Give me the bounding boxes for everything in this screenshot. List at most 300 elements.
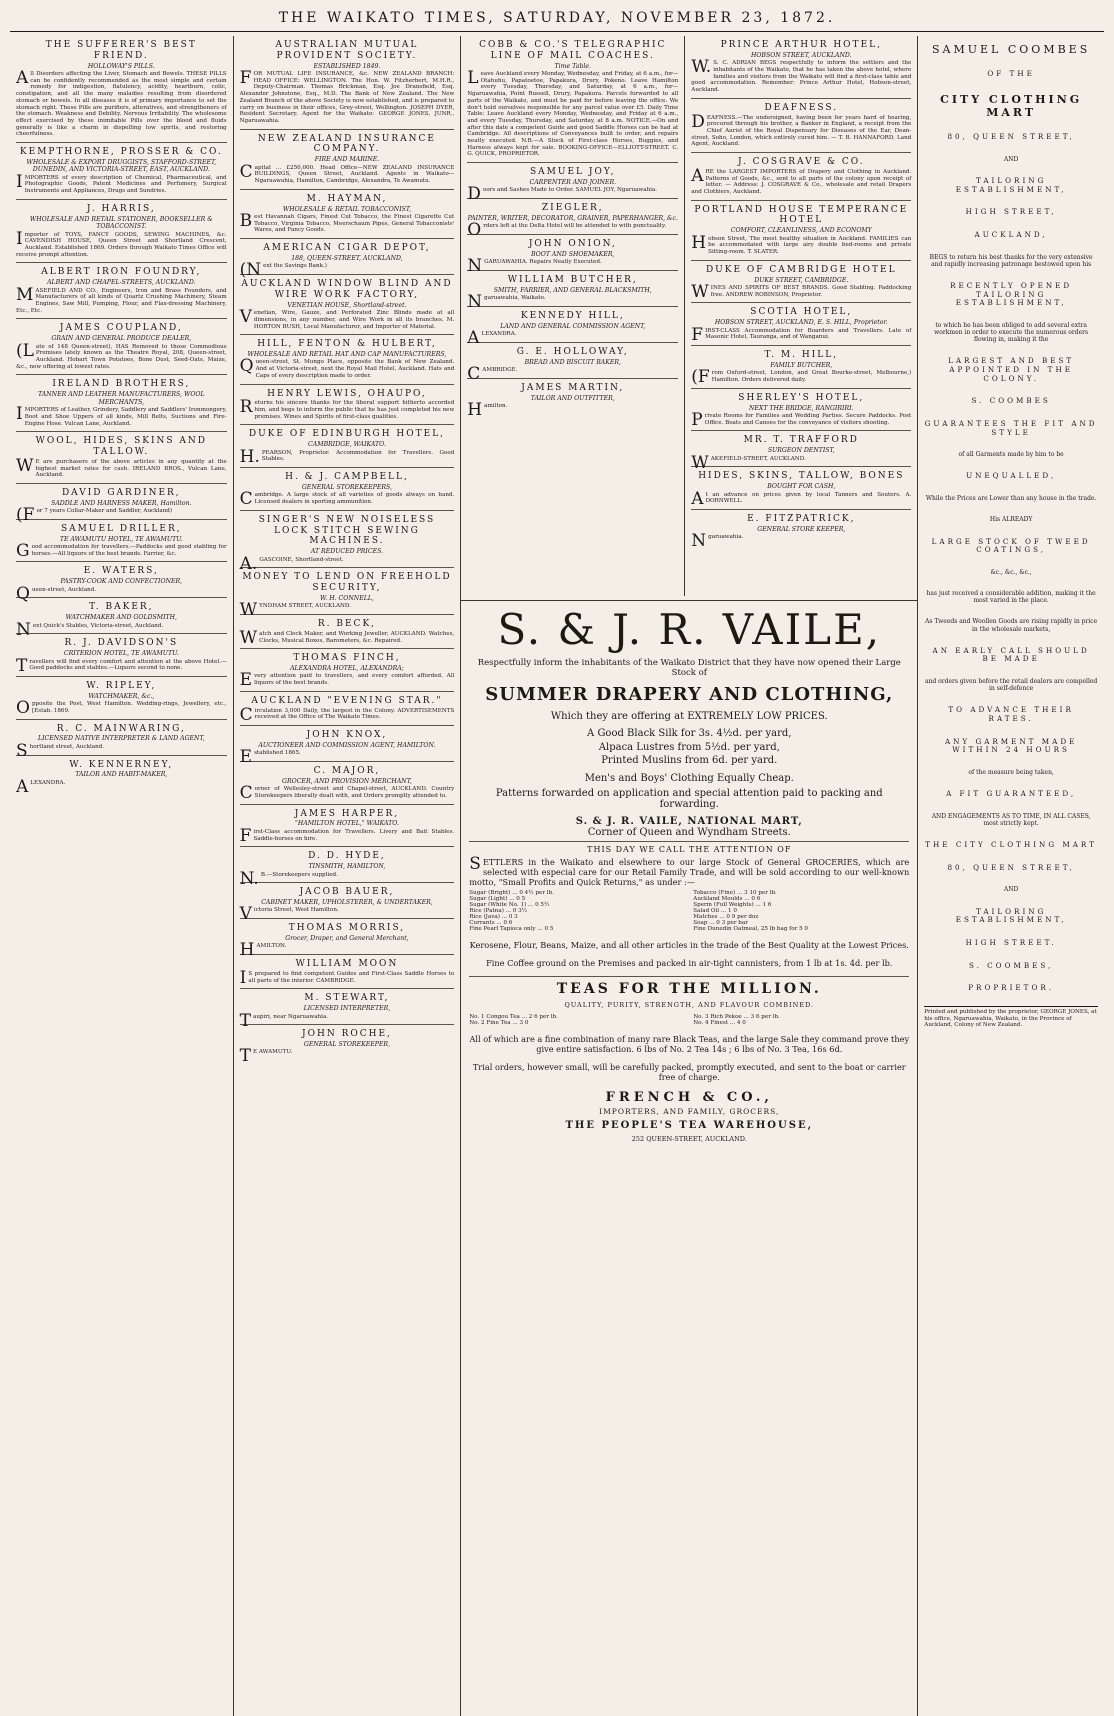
price-row: Sugar (Bright) ... 0 4½ per lb. <box>469 889 554 896</box>
coombes-line: BEGS to return his best thanks for the very extensive and rapidly increasing patronage bestowed upon his <box>929 253 1093 268</box>
grocery-body: SETTLERS in the Waikato and elsewhere to our large Stock of General GROCERIES, which are selected with especial care for our Retail Family Trade, and will be sold according to our well-known motto, "Small Profits and Quick Returns," as under :— <box>469 853 910 887</box>
column-5 <box>918 36 1104 1716</box>
tea-prices <box>469 1014 909 1026</box>
advert-body: (For 7 years Collar-Maker and Saddler, Auckland) <box>16 505 173 526</box>
advert-subtitle: WHOLESALE & EXPORT DRUGGISTS, STAFFORD-STREET, DUNEDIN, AND VICTORIA-STREET, EAST, AUCKLAND. <box>26 158 217 174</box>
advert-subtitle: BOUGHT FOR CASH, <box>767 483 836 491</box>
advert-body: Cambridge. A large stock of all varieties of goods always on hand. Licensed dealers in sporting ammunition. <box>239 489 455 510</box>
advert-title: E. FITZPATRICK, <box>747 513 856 524</box>
advert-block <box>16 319 227 375</box>
coombes-line: AN EARLY CALL SHOULD BE MADE <box>932 645 1090 664</box>
vaile-line: Alpaca Lustres from 5½d. per yard, <box>598 741 780 753</box>
coombes-line: UNEQUALLED, <box>966 471 1057 481</box>
column-1 <box>10 36 234 1716</box>
teas-note: All of which are a fine combination of many rare Black Teas, and the large Sale they command prove they give entire satisfaction. 6 lbs of No. 2 Tea 14s ; 6 lbs of No. 3 Tea, 16s 6d. <box>469 1033 910 1054</box>
coombes-line: HIGH STREET. <box>965 937 1057 947</box>
advert-body: Watch and Clock Maker, and Working Jeweller, AUCKLAND. Watches, Clocks, Musical Boxes, Barometers, &c. Repaired. <box>239 627 455 648</box>
column-2 <box>234 36 462 1716</box>
advert-title: JACOB BAUER, <box>299 887 395 898</box>
price-row: Rice (Java) ... 0 3 <box>469 913 518 920</box>
advert-subtitle: PASTRY-COOK AND CONFECTIONER, <box>60 578 183 586</box>
firm-house: THE PEOPLE'S TEA WAREHOUSE, <box>565 1119 814 1131</box>
advert-title: SAMUEL DRILLER, <box>61 523 182 534</box>
imprint: Printed and published by the proprietor, GEORGE JONES, at his office, Ngaruawahia, Waikato, in the Province of Auckland, Colony of New Zealand. <box>924 1006 1098 1029</box>
advert-subtitle: VENETIAN HOUSE, Shortland-street. <box>287 301 407 309</box>
teas-trial: Trial orders, however small, will be carefully packed, promptly executed, and sent to the boat or carrier free of charge. <box>472 1061 906 1082</box>
advert-title: SCOTIA HOTEL, <box>750 307 853 318</box>
advert-body: Established 1865. <box>239 747 301 768</box>
advert-subtitle: LAND AND GENERAL COMMISSION AGENT, <box>500 322 646 330</box>
coombes-line: TAILORING ESTABLISHMENT, <box>955 176 1067 194</box>
advert-title: ALBERT IRON FOUNDRY, <box>41 267 202 278</box>
advert-subtitle: FAMILY BUTCHER, <box>770 361 833 369</box>
coombes-line: has just received a considerable addition, making it the most varied in the place. <box>926 589 1096 605</box>
advert-block <box>467 379 678 421</box>
grocery-kerosene: Kerosene, Flour, Beans, Maize, and all other articles in the trade of the Best Quality at the Lowest Prices. <box>469 939 909 950</box>
coombes-line: RECENTLY OPENED TAILORING ESTABLISHMENT, <box>950 280 1073 308</box>
advert-body: Returns his sincere thanks for the liberal support hitherto accorded him, and begs to inform the public that he has just completed his new premises. Wines and Spirits of first-class qualities. <box>239 397 455 420</box>
advert-title: JOHN ROCHE, <box>302 1029 392 1040</box>
advert-subtitle: ALBERT AND CHAPEL-STREETS, AUCKLAND. <box>47 279 196 287</box>
advert-block <box>16 263 227 319</box>
advert-title: MONEY TO LEND ON FREEHOLD SECURITY, <box>242 572 452 594</box>
price-row: Sperm (Full Weights) ... 1 6 <box>693 901 772 908</box>
advert-body: NGARUAWAHIA. Repairs Neatly Executed. <box>467 256 602 277</box>
advert-subtitle: W. H. CONNELL, <box>320 594 374 602</box>
coombes-line: 80, QUEEN STREET, <box>947 862 1075 872</box>
advert-title: WILLIAM MOON <box>295 959 399 970</box>
advert-subtitle: GRAIN AND GENERAL PRODUCE DEALER, <box>51 335 192 343</box>
firm-address: 252 QUEEN-STREET, AUCKLAND. <box>631 1134 747 1143</box>
advert-block <box>16 720 227 761</box>
advert-body: Hamilton. <box>467 400 508 421</box>
advert-block <box>691 346 911 389</box>
advert-body: Capital ... £250,000. Head Office—NEW ZEALAND INSURANCE BUILDINGS, Queen Street, Auckland. Agents in Waikato—Ngaruawahia, Hamilton, Cambridge, Alexandra, Te Awamutu. <box>239 161 455 185</box>
coombes-line: AUCKLAND, <box>974 229 1048 239</box>
advert-block <box>240 385 455 426</box>
advert-block <box>239 919 455 961</box>
advert-title: PRINCE ARTHUR HOTEL, <box>720 40 882 50</box>
advert-body: H.PEARSON, Proprietor. Accommodation for Travellers. Good Stables. <box>239 446 455 467</box>
column-3 <box>461 36 685 596</box>
price-row: Sugar (Light) ... 0 5 <box>469 895 526 902</box>
price-row: Matches ... 0 9 per doz <box>693 913 759 920</box>
advert-body: (From Oxford-street, London, and Great Bourke-street, Melbourne,) Hamilton. Orders delivered daily. <box>691 367 912 388</box>
advert-subtitle: PAINTER, WRITER, DECORATOR, GRAINER, PAPERHANGER, &c. <box>467 214 678 222</box>
advert-block <box>691 510 911 552</box>
advert-title: AMERICAN CIGAR DEPOT, <box>263 243 431 254</box>
advert-body: Opposite the Post, West Hamilton. Wedding-rings, Jewellery, etc., [Estab. 1869. <box>16 698 227 719</box>
advert-body: Corner of Wellesley-street and Chapel-street, AUCKLAND. Country Storekeepers liberally dealt with, and Orders promptly attended to. <box>239 783 455 804</box>
vaile-heading: SUMMER DRAPERY AND CLOTHING, <box>485 684 894 705</box>
advert-subtitle: Time Table. <box>554 62 592 70</box>
advert-body: DEAFNESS.—The undersigned, having been for years hard of hearing, procured through his brother, a Banker in England, a receipt from the Chief Aurist of the Royal Dispensary for Diseases of the Ear, Dean-street, Soho, London, which entirely cured him. — T. B. HANNAFORD, Land Agent, Auckland. <box>691 111 912 148</box>
price-row: Tobacco (Fine) ... 3 10 per lb. <box>693 889 777 896</box>
price-row: Currants ... 0 6 <box>469 919 513 926</box>
coombes-line: THE CITY CLOTHING MART <box>925 840 1098 850</box>
advert-body: Ngaruawahia, Waikato. <box>467 292 546 313</box>
advert-body: Orders left at the Delta Hotel will be attended to with punctuality. <box>467 220 667 241</box>
coombes-line: and orders given before the retail dealers are compelled in self-defence <box>924 678 1098 693</box>
advert-title: KENNEDY HILL, <box>520 310 625 321</box>
advert-title: AUSTRALIAN MUTUAL PROVIDENT SOCIETY. <box>275 40 419 61</box>
price-row: Soap ... 0 3 per bar <box>693 919 748 926</box>
advert-body: Doors and Sashes Made to Order. SAMUEL JOY, Ngaruawahia. <box>467 184 658 205</box>
advert-block <box>467 343 678 385</box>
advert-subtitle: ALEXANDRA HOTEL, ALEXANDRA; <box>290 665 404 673</box>
advert-block <box>240 649 455 692</box>
advert-block <box>467 235 678 277</box>
advert-body: Leave Auckland every Monday, Wednesday, and Friday, at 6 a.m., for— Otahuhu, Papatoetoe, Papakura, Drury, Pokeno. Leave Hamilton every Tuesday, Thursday, and Saturday, at 6 a.m., for— Ngaruawahia, Point Russell, Drury, Papakura. Parcels forwarded to all parts of the Waikato, and must be paid for before leaving the office. We don't hold ourselves responsible for any parcel value over £5. Daily Time Table: Leave Auckland every Monday, Wednesday, and Friday at 6 a.m., and every Tuesday, Thursday, and Saturday, at 8 a.m. NOTICE.—On and after this date a competent Guide and good Saddle Horses can be had at Cambridge. All descriptions of Conveyances built to order, and repairs neatly executed. N.B.—A Stock of First-class Horses, Buggies, and Harness always kept for sale. BOOKING-OFFICE—ELLIOTT-STREET. C. G. QUICK, PROPRIETOR. <box>467 68 679 158</box>
advert-subtitle: GENERAL STORE KEEPER, <box>757 525 846 533</box>
advert-block <box>240 425 455 468</box>
advert-block <box>467 199 678 241</box>
advert-block <box>691 303 911 346</box>
price-row: Auckland Moulds ... 0 6 <box>693 895 761 902</box>
advert-block <box>16 520 227 563</box>
advert-title: H. & J. CAMPBELL, <box>285 472 409 483</box>
advert-subtitle: BREAD AND BISCUIT BAKER, <box>524 358 621 366</box>
advert-subtitle: GROCER, AND PROVISION MERCHANT, <box>282 777 412 785</box>
advert-body: Good accommodation for travellers.—Paddocks and good stabling for horses.—All liquors of the best brands. Farrier, &c. <box>16 541 227 562</box>
advert-block <box>239 568 455 621</box>
advert-block <box>240 955 455 989</box>
advert-subtitle: LICENSED INTERPRETER, <box>303 1005 391 1013</box>
tea-row: No. 3 Rich Pekoe ... 3 6 per lb. <box>693 1013 780 1020</box>
vaile-title: S. & J. R. VAILE, <box>497 605 882 654</box>
advert-block <box>16 375 227 432</box>
tea-row: No. 1 Congou Tea ... 2 6 per lb. <box>469 1013 558 1020</box>
advert-title: HILL, FENTON & HULBERT, <box>257 339 437 350</box>
advert-block <box>16 562 227 604</box>
advert-subtitle: LICENSED NATIVE INTERPRETER & LAND AGENT, <box>37 735 205 743</box>
advert-body: IMPORTERS of Leather, Grindery, Saddlery and Saddlers' Ironmongery, Boot and Shoe Uppers of all kinds, Mill Belts, Suctions and Fire-Engine Hose. Vulcan Lane, Auckland. <box>16 404 227 427</box>
coombes-line: His ALREADY <box>989 516 1033 524</box>
advert-subtitle: CRITERION HOTEL, TE AWAMUTU. <box>63 650 179 658</box>
coombes-line: TAILORING ESTABLISHMENT, <box>955 906 1067 925</box>
advert-block <box>240 615 455 649</box>
advert-block <box>239 883 455 925</box>
advert-body: First-Class accommodation for Travellers. Livery and Bait Stables. Saddle-horses on hire. <box>239 825 455 846</box>
advert-subtitle: WHOLESALE & RETAIL TOBACCONIST, <box>282 205 412 213</box>
advert-title: G. E. HOLLOWAY, <box>516 346 629 357</box>
vaile-line: Printed Muslins from 6d. per yard. <box>601 755 778 766</box>
advert-body: Every attention paid to travellers, and every comfort afforded. All liquors of the best brands. <box>239 670 455 691</box>
advert-body: TE AWAMUTU. <box>239 1046 293 1067</box>
advert-block <box>467 307 678 349</box>
advert-body: MASEFIELD AND CO., Engineers, Iron and Brass Founders, and Manufacturers of all kinds of Quartz Crushing Machinery, Steam Engines, Saw Mill, Pumping, Flour, and Flax-dressing Machinery, Etc., Etc. <box>16 284 227 314</box>
advert-body: Hobson Street, The most healthy situation in Auckland. FAMILIES can be accommodated with large airy double bed-rooms and private Sitting-room. T. SLATER. <box>691 232 912 256</box>
vaile-patterns: Patterns forwarded on application and special attention paid to packing and forwarding. <box>495 787 883 810</box>
advert-body: ALEXANDRA. <box>16 776 66 797</box>
advert-subtitle: WHOLESALE AND RETAIL STATIONER, BOOKSELLER & TOBACCONIST. <box>29 215 213 231</box>
coombes-line: PROPRIETOR. <box>968 983 1055 993</box>
advert-body: Ngaruawahia. <box>691 531 744 552</box>
advert-body: WE are purchasers of the above articles in any quantity at the highest market rates for cash. IRELAND BROS., Vulcan Lane, Auckland. <box>16 455 227 479</box>
vaile-offer: Which they are offering at EXTREMELY LOW PRICES. <box>550 711 828 722</box>
advert-title: WOOL, HIDES, SKINS AND TALLOW. <box>35 436 208 457</box>
coombes-line: S. COOMBES, <box>968 960 1054 970</box>
advert-block <box>240 275 455 335</box>
advert-subtitle: CARPENTER AND JOINER. <box>529 178 617 186</box>
advert-body: IS prepared to find competent Guides and First-Class Saddle Horses to all parts of the interior. CAMBRIDGE. <box>239 967 455 988</box>
advert-title: HIDES, SKINS, TALLOW, BONES <box>698 471 905 482</box>
advert-title: THOMAS MORRIS, <box>288 923 406 934</box>
advert-subtitle: TINSMITH, HAMILTON, <box>308 863 386 871</box>
advert-subtitle: WATCHMAKER AND GOLDSMITH, <box>65 614 178 622</box>
advert-title: SHERLEY'S HOTEL, <box>738 392 865 403</box>
advert-title: PORTLAND HOUSE TEMPERANCE HOTEL <box>694 204 909 226</box>
advert-block <box>691 201 911 261</box>
advert-title: DUKE OF CAMBRIDGE HOTEL <box>705 264 897 275</box>
advert-body: Travellers will find every comfort and attention at the above Hotel.—Good paddocks and stables.—Liquors second to none. <box>16 655 227 676</box>
advert-subtitle: WATCHMAKER, &c., <box>88 692 155 700</box>
coombes-line: of the measure being taken, <box>968 768 1054 776</box>
advert-title: T. M. HILL, <box>764 350 839 361</box>
tea-row: No. 2 Fine Tea ... 3 0 <box>469 1019 529 1026</box>
advert-subtitle: HOBSON STREET, AUCKLAND, E. S. HILL, Proprietor. <box>714 319 888 327</box>
advert-title: JOHN ONION, <box>528 239 617 250</box>
advert-body: All Disorders affecting the Liver, Stomach and Bowels. THESE PILLS can be confidently recommended as the most simple and certain remedy for indigestion, flatulency, acidity, heartburn, colic, constipation, and all the many maladies resulting from disordered stomach or bowels. In all diseases it is of primary importance to set the stomach right. These Pills are purifiers, alteratives, and strengtheners of the stomach. Weakness and Debility, Nervous Irritability. The wholesome effect exercised by these inimitable Pills over the blood and fluids generally is like a charm in dispelling low spirits, and restoring cheerfulness. <box>16 68 227 138</box>
advert-subtitle: SURGEON DENTIST, <box>767 447 835 455</box>
advert-body: WAKEFIELD-STREET, AUCKLAND. <box>691 452 806 473</box>
advert-block <box>240 468 455 511</box>
advert-body: FIRST-CLASS Accommodation for Boarders and Travellers. Late of Masonic Hotel, Tauranga, and of Wanganui. <box>691 324 912 345</box>
advert-title: NEW ZEALAND INSURANCE COMPANY. <box>257 133 437 155</box>
advert-body: FOR MUTUAL LIFE INSURANCE, &c. NEW ZEALAND BRANCH: HEAD OFFICE: WELLINGTON. The Hon. W. Fitzherbert, M.H.R., Deputy-Chairman. Thomas Brickman, Esq. Joe Dransfield, Esq. Alexander Johnstone, Esq., M.D. The Bank of New Zealand. The New Zealand Branch of the above Society is now established, and is prepared to carry on business in their offices, Grey-street, Wellington. JOSEPH DYER, Resident Secretary. Agent for the Waikato: GEORGE JONES, JUNR., Ngaruawahia. <box>239 68 455 124</box>
price-row: Fine Dunedin Oatmeal, 25 lb bag for 5 0 <box>693 925 808 932</box>
advert-subtitle: HOLLOWAY'S PILLS. <box>87 62 155 70</box>
advert-subtitle: TANNER AND LEATHER MANUFACTURERS, WOOL MERCHANTS, <box>38 391 205 406</box>
advert-body: At an advance on prices given by local Tanners and Souters. A. DORNWELL. <box>691 488 912 509</box>
advert-block <box>16 143 227 200</box>
advert-block <box>467 36 678 163</box>
grocery-coffee: Fine Coffee ground on the Premises and packed in air-tight cannisters, from 1 lb at 1s. 4d. per lb. <box>486 957 893 968</box>
firm-name: FRENCH & CO., <box>605 1089 773 1105</box>
advert-title: SINGER'S NEW NOISELESS LOCK STITCH SEWING MACHINES. <box>258 514 436 547</box>
advert-subtitle: TAILOR AND HABIT-MAKER, <box>75 771 168 779</box>
firm-trade: IMPORTERS, AND FAMILY, GROCERS, <box>599 1106 780 1116</box>
advert-subtitle: GENERAL STOREKEEPER, <box>303 1041 391 1049</box>
advert-block <box>16 598 227 640</box>
advert-subtitle: SMITH, FARRIER, AND GENERAL BLACKSMITH, <box>493 286 652 294</box>
advert-body: (Late of 148 Queen-street), HAS Removed to those Commodious Premises lately known as the Theatre Royal, 208, Queen-street, Auckland. Hobart Town Potatoes, Bone Dust, Seed-Oats, Maize, &c., now offering at lowest rates. <box>16 340 227 370</box>
advert-body: Victoria Street, West Hamilton. <box>239 904 339 925</box>
advert-title: D. D. HYDE, <box>308 851 386 862</box>
advert-title: JAMES HARPER, <box>294 808 400 819</box>
columns <box>10 36 1104 1716</box>
advert-body: Venetian, Wire, Gauze, and Perforated Zinc Blinds made at all dimensions, in any number, and Wire Work in all its branches. M. HORTON BUSH, Local Manufacturer, and Importer of Material. <box>239 307 455 330</box>
price-row: Sugar (White No. 1) ... 0 5½ <box>469 901 550 908</box>
advert-block <box>467 271 678 313</box>
advert-title: DEAFNESS. <box>764 102 839 113</box>
advert-subtitle: WHOLESALE AND RETAIL HAT AND CAP MANUFACTURERS, <box>247 351 447 359</box>
coombes-line: ANY GARMENT MADE WITHIN 24 HOURS <box>944 736 1078 755</box>
coombes-line: &c., &c., &c., <box>990 568 1032 576</box>
advert-block <box>691 467 911 510</box>
advert-block <box>467 163 678 205</box>
advert-title: SAMUEL JOY, <box>530 167 616 178</box>
advert-subtitle: AUCTIONEER AND COMMISSION AGENT, HAMILTON. <box>258 741 436 749</box>
price-row: Fine Pearl Tapioca only ... 0 5 <box>469 925 554 932</box>
advert-body: Best Havannah Cigars, Finest Cut Tobacco, the Finest Cigarette Cut Tobacco, Virginia Tobacco, Meerschaum Pipes, General Tobacconists' Wares, and Fancy Goods. <box>239 211 455 234</box>
advert-block <box>240 335 455 384</box>
advert-body: WINES AND SPIRITS OF BEST BRANDS. Good Stabling. Paddocking free. ANDREW ROBINSON, Proprietor. <box>691 282 912 303</box>
grocery-intro: THIS DAY WE CALL THE ATTENTION OF <box>587 844 792 854</box>
advert-title: THE SUFFERER'S BEST FRIEND. <box>45 40 197 61</box>
teas-title: TEAS FOR THE MILLION. <box>556 980 822 997</box>
columns-3-4 <box>461 36 918 1716</box>
advert-block <box>239 989 455 1031</box>
advert-subtitle: HOBSON STREET, AUCKLAND. <box>750 51 852 59</box>
advert-body: Importer of TOYS, FANCY GOODS, SEWING MACHINES, &c. CAVENDISH HOUSE, Queen Street and Shortland Crescent, Auckland. Established 1869. Orders through Waikato Times Office will receive prompt attention. <box>16 228 227 258</box>
advert-title: JAMES COUPLAND, <box>59 323 183 334</box>
advert-subtitle: NEXT THE BRIDGE, RANGIRIRI. <box>749 404 854 412</box>
advert-title: R. C. MAINWARING, <box>56 723 186 734</box>
advert-title: THOMAS FINCH, <box>293 653 401 664</box>
advert-body: W.S. C. ADRIAN BEGS respectfully to inform the settlers and the inhabitants of the Waikato, that he has taken the above hotel, where families and visitors from the Waikato will find a first-class table and good accommodation. Remember: Prince Arthur Hotel, Hobson-street, Auckland. <box>691 57 912 94</box>
advert-title: DAVID GARDINER, <box>61 487 181 498</box>
advert-body: ARE the LARGEST IMPORTERS of Drapery and Clothing in Auckland. Patterns of Goods, &c., sent to all parts of the colony upon receipt of letter. — Address: J. COSGRAVE & Co., wholesale and retail Drapers and Clothiers, Auckland. <box>691 165 912 195</box>
advert-body: A.GASCOINE, Shortland-street. <box>239 553 344 574</box>
advert-body: (Next the Savings Bank.) <box>239 260 327 281</box>
advert-block <box>691 389 911 432</box>
price-row: Salad Oil ... 1 0 <box>693 907 737 914</box>
advert-title: AUCKLAND WINDOW BLIND AND WIRE WORK FACTORY, <box>241 279 453 300</box>
advert-block <box>239 511 455 574</box>
advert-body: IMPORTERS of every description of Chemical, Pharmaceutical, and Photographic Goods, Patent Medicines and Perfumery, Surgical Instruments and Appliances, Drugs and Sundries. <box>16 171 227 195</box>
coombes-line: SAMUEL COOMBES <box>932 43 1091 56</box>
vaile-intro: Respectfully inform the inhabitants of the Waikato District that they have now opened their Large Stock of <box>477 658 901 678</box>
advert-body: N.B.—Storekeepers supplied. <box>239 868 338 889</box>
advert-subtitle: TAILOR AND OUTFITTER, <box>530 394 615 402</box>
coombes-line: AND <box>1003 886 1019 894</box>
advert-title: COBB & CO.'S TELEGRAPHIC LINE OF MAIL COACHES. <box>479 40 667 61</box>
advert-block <box>16 36 227 143</box>
advert-block <box>239 1025 455 1067</box>
advert-block <box>691 431 911 473</box>
advert-title: R. J. DAVIDSON'S <box>64 638 179 649</box>
coombes-line: S. COOMBES <box>971 396 1051 406</box>
advert-block <box>16 634 227 677</box>
advert-block <box>240 762 455 805</box>
advert-body: Queen-street, Auckland. <box>16 583 97 604</box>
advert-title: C. MAJOR, <box>313 766 381 776</box>
advert-subtitle: CAMBRIDGE, WAIKATO. <box>308 441 386 449</box>
coombes-line: AND ENGAGEMENTS AS TO TIME, IN ALL CASES, most strictly kept. <box>931 812 1091 827</box>
coombes-line: CITY CLOTHING MART <box>940 92 1083 120</box>
advert-block <box>16 200 227 263</box>
vaile-line: A Good Black Silk for 3s. 4½d. per yard, <box>587 728 792 739</box>
advert-subtitle: CABINET MAKER, UPHOLSTERER, & UNDERTAKER, <box>261 899 433 907</box>
advert-title: T. BAKER, <box>89 602 154 613</box>
advert-block <box>691 261 911 304</box>
advert-title: M. HAYMAN, <box>306 193 388 204</box>
advert-title: W. RIPLEY, <box>86 681 157 691</box>
vaile-advert <box>461 600 917 1143</box>
masthead: THE WAIKATO TIMES, SATURDAY, NOVEMBER 23, 1872. <box>10 6 1104 32</box>
advert-body: Private Rooms for Families and Wedding Parties. Secure Paddocks. Post Office. Boats and Canoes for the conveyance of visitors shooting. <box>691 409 912 430</box>
coombes-line: OF THE <box>987 69 1035 79</box>
advert-body: Taupiri, near Ngaruawahia. <box>239 1010 329 1031</box>
advert-title: W. KENNERNEY, <box>69 759 174 770</box>
coombes-line: GUARANTEES THE FIT AND STYLE <box>924 419 1098 437</box>
advert-body: Circulation 3,000 Daily, the largest in the Colony. ADVERTISEMENTS received at the Office of The Waikato Times. <box>239 704 455 725</box>
advert-block <box>240 692 455 726</box>
advert-title: AUCKLAND "EVENING STAR." <box>251 695 443 706</box>
advert-title: MR. T. TRAFFORD <box>743 435 859 446</box>
grocery-prices <box>469 890 909 932</box>
advert-body: Queen-street, St. Mungo Place, opposite the Bank of New Zealand. And at Victoria-street, next the Royal Mail Hotel, Auckland. Hats and Caps of every description made to order. <box>239 356 455 379</box>
price-row: Rice (Patna) ... 0 3½ <box>469 907 528 914</box>
advert-body: Shortland street, Auckland. <box>16 740 105 761</box>
advert-block <box>239 726 455 768</box>
advert-title: J. HARRIS, <box>86 203 156 214</box>
advert-block <box>240 36 455 130</box>
coombes-line: A FIT GUARANTEED, <box>946 789 1077 799</box>
coombes-line: to which he has been obliged to add several extra workmen in order to execute the numerous orders flowing in, making it the <box>934 321 1089 344</box>
vaile-corner: Corner of Queen and Wyndham Streets. <box>587 826 791 838</box>
advert-block <box>16 677 227 720</box>
advert-subtitle: AT REDUCED PRICES. <box>310 548 384 556</box>
advert-subtitle: FIRE AND MARINE. <box>314 156 380 164</box>
advert-block <box>16 756 227 797</box>
advert-subtitle: DUKE STREET, CAMBRIDGE. <box>754 276 849 284</box>
advert-body: HAMILTON. <box>239 940 287 961</box>
coombes-line: As Tweeds and Woollen Goods are rising rapidly in price in the wholesale markets, <box>925 618 1098 633</box>
advert-title: HENRY LEWIS, OHAUPO, <box>267 388 427 399</box>
advert-block <box>691 36 911 99</box>
advert-title: M. STEWART, <box>304 993 390 1004</box>
advert-title: IRELAND BROTHERS, <box>52 379 191 390</box>
advert-title: KEMPTHORNE, PROSSER & CO. <box>19 147 223 158</box>
advert-subtitle: TE AWAMUTU HOTEL, TE AWAMUTU. <box>59 535 183 543</box>
advert-subtitle: Grocer, Draper, and General Merchant, <box>285 934 409 942</box>
advert-block <box>240 130 455 190</box>
advert-block <box>239 847 455 889</box>
advert-subtitle: ESTABLISHED 1849. <box>313 62 381 70</box>
advert-title: JAMES MARTIN, <box>521 382 625 393</box>
advert-title: DUKE OF EDINBURGH HOTEL, <box>248 429 446 440</box>
advert-block <box>16 484 227 526</box>
coombes-line: 80, QUEEN STREET, <box>947 132 1075 142</box>
coombes-line: While the Prices are Lower than any house in the trade. <box>925 495 1097 503</box>
coombes-line: LARGE STOCK OF TWEED COATINGS, <box>931 536 1091 555</box>
coombes-line: LARGEST AND BEST APPOINTED IN THE COLONY. <box>948 356 1075 383</box>
advert-title: J. COSGRAVE & CO. <box>738 157 865 168</box>
advert-body: WYNDHAM STREET, AUCKLAND. <box>239 600 351 621</box>
advert-body: Next Quick's Stables, Victoria-street, Auckland. <box>16 619 164 640</box>
advert-title: R. BECK, <box>317 619 377 630</box>
advert-body: ALEXANDRA. <box>467 328 517 349</box>
advert-title: E. WATERS, <box>83 566 159 577</box>
advert-block <box>240 190 455 239</box>
coombes-line: AND <box>1003 155 1019 163</box>
advert-block <box>691 153 911 201</box>
coombes-line: HIGH STREET, <box>965 207 1057 217</box>
coombes-line: TO ADVANCE THEIR RATES. <box>948 705 1074 724</box>
advert-block <box>240 805 455 848</box>
teas-motto: QUALITY, PURITY, STRENGTH, AND FLAVOUR COMBINED. <box>564 1000 815 1009</box>
advert-block <box>16 432 227 484</box>
advert-subtitle: "HAMILTON HOTEL," WAIKATO. <box>294 820 399 828</box>
coombes-line: of all Garments made by him to be <box>958 451 1064 459</box>
advert-subtitle: 188, QUEEN-STREET, AUCKLAND, <box>291 254 403 262</box>
vaile-mart: S. & J. R. VAILE, NATIONAL MART, <box>575 815 803 827</box>
advert-body: CAMBRIDGE. <box>467 364 518 385</box>
advert-block <box>691 99 911 153</box>
advert-block <box>239 239 455 281</box>
